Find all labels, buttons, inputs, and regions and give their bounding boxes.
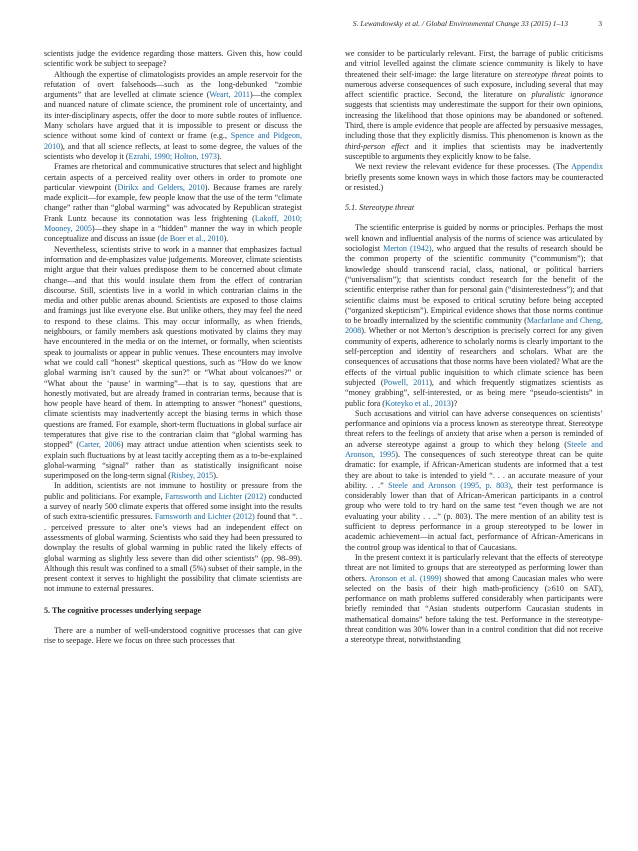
section-heading-5: 5. The cognitive processes underlying seepage: [44, 605, 202, 615]
paragraph-three-processes: we consider to be particularly relevant. First, the barrage of public criticisms and vitriol levelled against the climate science community is likely to have threatened their self-image: the large literature on stereotype threat points to numerous adverse consequences of such exposure, including several that may affect scientific practice. Second, the literature on pluralistic ignorance suggests that scientists may underestimate the support for their own opinions, increasing the likelihood that those opinions may be abandoned or softened. Third, there is ample evidence that people are affected by persuasive messages, including those that they explicitly dismiss. This phenomenon is known as the third-person effect and it implies that scientists may be inadvertently susceptible to arguments they explicitly know to be false.: [345, 49, 603, 161]
paragraph-nevertheless: Nevertheless, scientists strive to work in a manner that emphasizes factual information and de-emphasizes value judgements. Moreover, climate scientists might argue that their values predispose them to be concerned about climate change—and that this would insulate them from the effect of contrarian discourse. Still, scientists live in a world in which contrarian claims in the media and other public arenas abound. Scientists are exposed to those claims and framings just like everyone else. But unlike others, they may feel the need to respond to these claims. This may occur informally, as when friends, neighbours, or family members ask questions motivated by claims they may have encountered in the media or on the internet, or formally, when scientists speak to journalists or appear in public venues. These encounters may involve what we could call “honest” skeptical questions, such as “How do we know global warming isn’t caused by the sun?” or “What about volcanoes?” or “What about the ‘pause’ in warming”—that is to say, questions that are honestly motivated, but are already framed in contrarian terms, because that is how people have heard of them. In attempting to answer “honest” questions, climate scientists may inadvertently accept the biasing terms in which those questions are framed. For example, short-term fluctuations in global surface air temperatures that give rise to the contrarian claim that “global warming has stopped” (Carter, 2006) may attract undue attention when scientists seek to explain such fluctuations by at least tacitly accepting them as a to-be-explained global-warming “signal” rather than as statistically insignificant noise superimposed on the long-term signal (Risbey, 2015).: [44, 244, 302, 481]
citation-link[interactable]: Koteyko et al., 2013: [385, 398, 451, 408]
citation-link[interactable]: Aronson et al. (1999): [369, 573, 442, 583]
paragraph-frames: Frames are rhetorical and communicative structures that select and highlight certain aspects of a perceived reality over others in order to promote one particular viewpoint (Dirikx and Gelders, 2010). Because frames are rarely made explicit—for example, few people know that the use of the term “climate change” rather than “global warming” was advocated by Republican strategist Frank Luntz because its connotation was less frightening (Lakoff, 2010; Mooney, 2005)—they shape in a “hidden” manner the way in which people conceptualize and discuss an issue (de Boer et al., 2010).: [44, 162, 302, 244]
emphasis-term: stereotype threat: [515, 69, 571, 79]
paragraph-present-context: In the present context it is particularly relevant that the effects of stereotype threat are not limited to groups that are stereotyped as performing lower than others. Aronson et al. (1999) showed that among Caucasian males who were selected on the basis of their high math-proficiency (≥610 on SAT), performance on math problems suffered considerably when participants were briefly reminded that “Asian students outperform Caucasian students in mathematical domains” before taking the test. Performance in the stereotype-threat condition was 30% lower than in a control condition that did not receive a stereotype threat, notwithstanding: [345, 552, 603, 645]
citation-link[interactable]: de Boer et al., 2010: [160, 234, 224, 244]
citation-link[interactable]: Steele and Aronson, 1995: [345, 439, 603, 459]
citation-link[interactable]: Farnsworth and Lichter (2012): [165, 491, 267, 501]
citation-link[interactable]: Farnsworth and Lichter (2012): [154, 512, 255, 522]
citation-link[interactable]: Weart, 2011: [209, 90, 250, 100]
paragraph-continuation: scientists judge the evidence regarding those matters. Given this, how could scientific work be subject to seepage?: [44, 49, 302, 69]
paragraph-norms: The scientific enterprise is guided by norms or principles. Perhaps the most well known and influential analysis of the norms of science was articulated by sociologist Merton (1942), who argued that the results of research should be the common property of the scientific community (“communism”); that knowledge should transcend racial, class, national, or political barriers (“universalism”); that scientists conduct research for the benefit of the scientific enterprise rather than for personal gain (“disinterestedness”); and that scientific claims must be exposed to critical scrutiny before being accepted (“organized skepticism”). Empirical evidence shows that those norms continue to be broadly internalized by the scientific community (Macfarlane and Cheng, 2008). Whether or not Merton’s description is precisely correct for any given community of experts, adherence to scholarly norms is clearly important to the self-perception and identity of researchers and scholars. What are the consequences of accusations that those norms have been violated? What are the effects of the virtual public inquisition to which climate science has been subjected (Powell, 2011), and which frequently stigmatizes scientists as “money grabbing”, self-interested, or as being mere “pseudo-scientists” in public fora (Koteyko et al., 2013)?: [345, 223, 603, 408]
page-number: 3: [598, 19, 602, 28]
citation-link[interactable]: Powell, 2011: [383, 377, 430, 387]
emphasis-term: pluralistic ignorance: [531, 90, 603, 100]
paragraph-review: We next review the relevant evidence for these processes. (The Appendix briefly presents some known ways in which those factors may be counteracted or resisted.): [345, 162, 603, 192]
running-head: [44, 19, 602, 33]
journal-citation: S. Lewandowsky et al. / Global Environmental Change 33 (2015) 1–13: [352, 19, 568, 28]
citation-link[interactable]: Lakoff, 2010; Mooney, 2005: [44, 213, 302, 234]
paragraph-pressure: In addition, scientists are not immune to hostility or pressure from the public and politicians. For example, Farnsworth and Lichter (2012) conducted a survey of nearly 500 climate experts that offered some insight into the results of such extra-scientific pressures. Farnsworth and Lichter (2012) found that “. . . perceived pressure to alter one’s views had an independent effect on assessments of global warming. Scientists who said they had been pressured to downplay the results of global warming in public rated the likely effects of global warming as slightly less severe than did other scientists” (pp. 98–99). Although this result was confined to a small (5%) subset of their sample, in the present context it serves to highlight the possibility that climate scientists are not immune to external pressures.: [44, 481, 302, 594]
citation-link[interactable]: Macfarlane and Cheng, 2008: [345, 316, 603, 336]
right-column: [345, 49, 603, 839]
citation-link[interactable]: Merton (1942): [383, 244, 432, 254]
citation-link[interactable]: Dirikx and Gelders, 2010: [117, 182, 205, 192]
subsection-heading-5-1: 5.1. Stereotype threat: [345, 203, 415, 213]
emphasis-term: third-person effect: [345, 141, 409, 151]
paragraph-accusations: Such accusations and vitriol can have adverse consequences on scientists’ performance and opinions via a process known as stereotype threat. Stereotype threat refers to the feelings of anxiety that arise when a person is reminded of an adverse stereotype against a group to which they belong (Steele and Aronson, 1995). The consequences of such stereotype threat can be quite dramatic: for example, if African-American students are informed that a test they are about to take is intended to yield “. . . an accurate measure of your ability. . .” Steele and Aronson (1995, p. 803), their test performance is considerably lower than that of African-American participants in a control group who were told to try hard on the same test “even though we are not evaluating your ability . . ..” (p. 803). The mere mention of an ability test is sufficient to depress performance in a group stereotyped to be lower in academic achievement—in actual fact, performance of African-Americans in the control group was identical to that of Caucasians.: [345, 408, 603, 552]
paragraph-cognitive-processes: There are a number of well-understood cognitive processes that can give rise to seepage. Here we focus on three such processes that: [44, 626, 302, 646]
appendix-link[interactable]: Appendix: [571, 162, 603, 172]
left-column: [44, 49, 302, 839]
citation-link[interactable]: Spence and Pidgeon, 2010: [44, 131, 302, 151]
citation-link[interactable]: Steele and Aronson (1995, p. 803): [388, 480, 511, 490]
citation-link[interactable]: Risbey, 2015: [171, 471, 214, 481]
citation-link[interactable]: Carter, 2006: [79, 440, 121, 450]
paragraph-expertise: Although the expertise of climatologists provides an ample reservoir for the refutation of overt falsehoods—such as the long-debunked “zombie arguments” that are levelled at climate science (Weart, 2011)—the complex and nuanced nature of climate science, the prominent role of uncertainty, and its inter-disciplinary aspects, offer the door to more subtle routes of influence. Many scholars have argued that it is impossible to present or discuss the science without some kind of context or frame (e.g., Spence and Pidgeon, 2010), and that all science reflects, at least to some degree, the values of the scientists who develop it (Ezrahi, 1990; Holton, 1973).: [44, 69, 302, 161]
citation-link[interactable]: Ezrahi, 1990; Holton, 1973: [128, 151, 217, 161]
